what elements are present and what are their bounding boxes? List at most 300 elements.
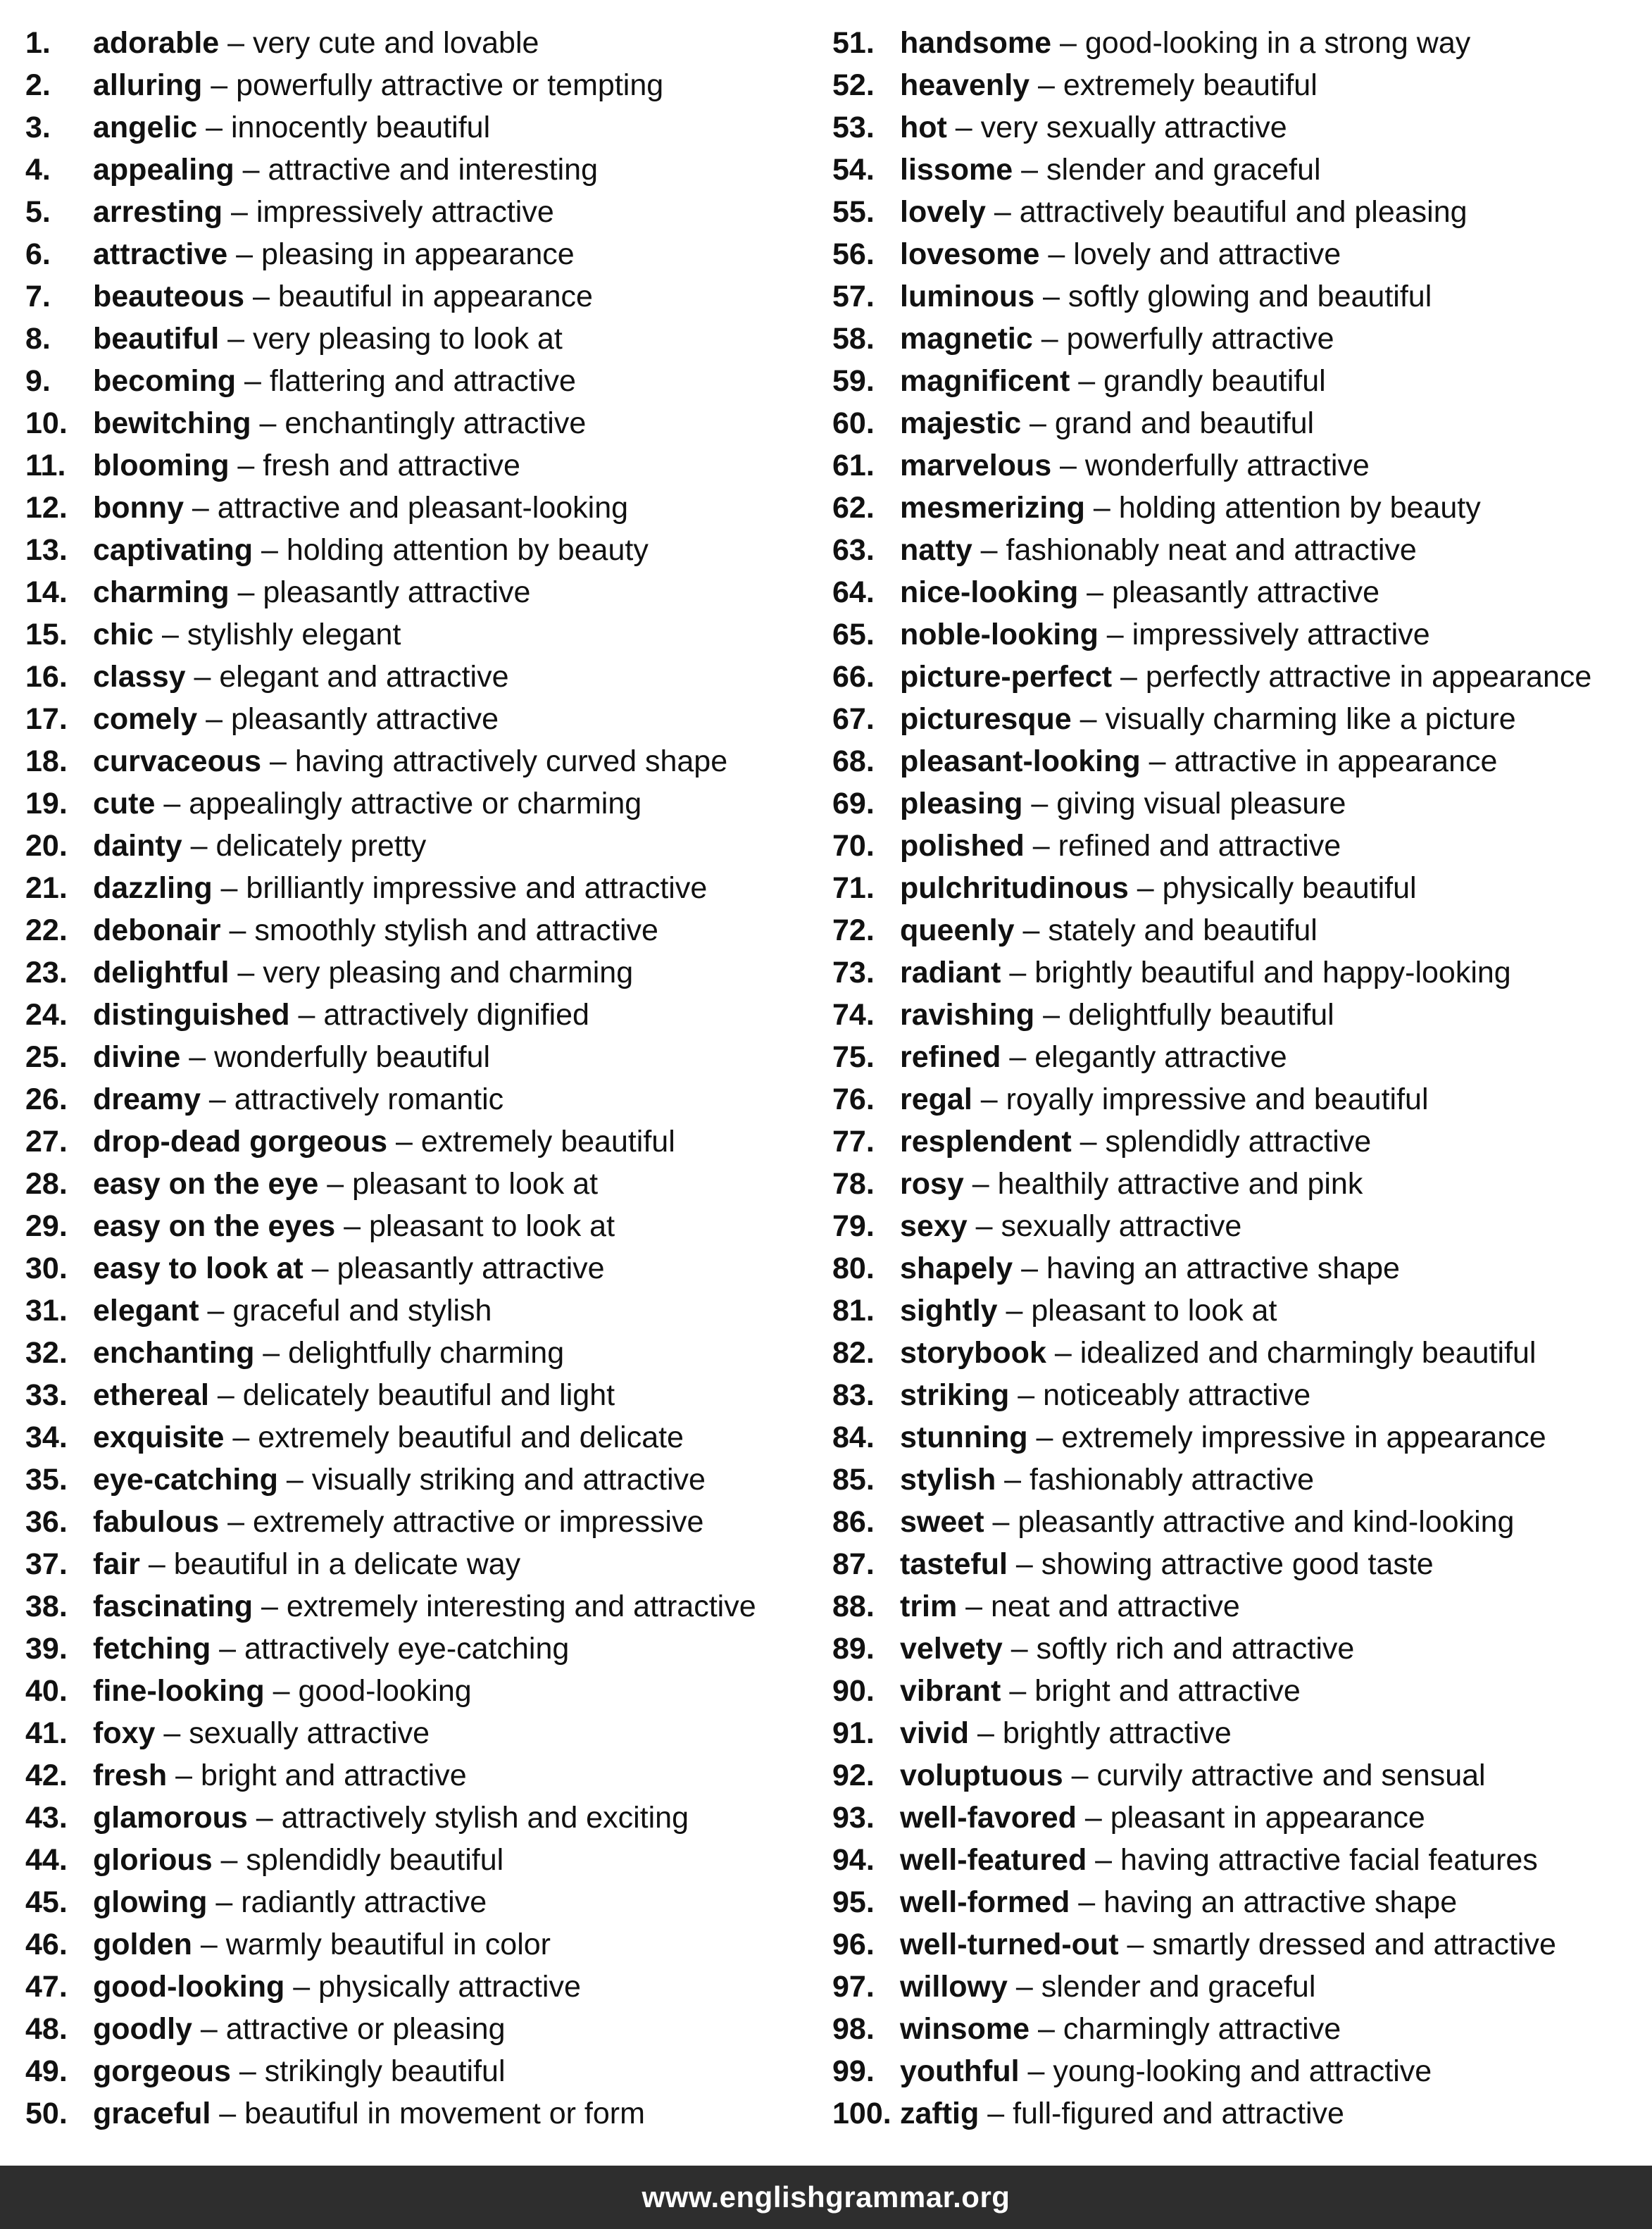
item-separator: –: [1039, 237, 1074, 271]
item-number: 74.: [832, 998, 875, 1032]
list-item: [832, 825, 1642, 867]
item-number: 39.: [25, 1632, 68, 1666]
item-definition: attractively dignified: [323, 998, 589, 1032]
item-number: 34.: [25, 1421, 68, 1454]
item-number: 60.: [832, 406, 875, 440]
item-definition: splendidly attractive: [1105, 1125, 1372, 1159]
list-item: [25, 149, 807, 191]
item-separator: –: [182, 829, 216, 863]
item-word: attractive: [93, 237, 228, 271]
item-number: 59.: [832, 364, 875, 398]
item-separator: –: [227, 237, 262, 271]
list-item: [832, 1712, 1642, 1754]
item-definition: physically attractive: [318, 1970, 581, 2004]
item-separator: –: [1046, 1336, 1080, 1370]
item-word: well-featured: [900, 1843, 1087, 1877]
item-number: 38.: [25, 1590, 68, 1623]
item-definition: warmly beautiful in color: [225, 1928, 551, 1961]
item-number: 55.: [832, 195, 875, 229]
item-number: 25.: [25, 1040, 68, 1074]
list-item: [832, 1966, 1642, 2008]
item-number: 17.: [25, 702, 68, 736]
list-item: [832, 1205, 1642, 1247]
item-definition: very cute and lovable: [253, 26, 539, 60]
item-definition: good-looking in a strong way: [1084, 26, 1471, 60]
list-item: [25, 22, 807, 64]
item-separator: –: [254, 1336, 289, 1370]
item-separator: –: [1030, 2012, 1063, 2046]
item-definition: very sexually attractive: [980, 111, 1287, 144]
item-definition: impressively attractive: [1132, 618, 1430, 651]
item-separator: –: [997, 1294, 1032, 1328]
item-word: foxy: [93, 1716, 156, 1750]
word-list-column-left: [25, 22, 807, 2135]
item-definition: delicately pretty: [215, 829, 427, 863]
item-number: 72.: [832, 913, 875, 947]
item-separator: –: [229, 449, 263, 482]
list-item: [25, 275, 807, 318]
item-separator: –: [318, 1167, 353, 1201]
item-definition: bright and attractive: [200, 1759, 467, 1792]
list-item: [832, 1754, 1642, 1797]
item-definition: powerfully attractive: [1066, 322, 1334, 356]
item-word: eye-catching: [93, 1463, 278, 1497]
list-item: [25, 1543, 807, 1585]
item-separator: –: [277, 1463, 312, 1497]
list-item: [25, 994, 807, 1036]
item-number: 52.: [832, 68, 875, 102]
item-word: velvety: [900, 1632, 1003, 1666]
item-word: angelic: [93, 111, 198, 144]
item-word: debonair: [93, 913, 221, 947]
list-item: [25, 1754, 807, 1797]
list-item: [25, 2050, 807, 2092]
item-separator: –: [1002, 1632, 1037, 1666]
item-separator: –: [200, 1082, 234, 1116]
item-definition: flattering and attractive: [269, 364, 576, 398]
item-separator: –: [1009, 1378, 1044, 1412]
item-definition: graceful and stylish: [232, 1294, 492, 1328]
item-number: 46.: [25, 1928, 68, 1961]
item-definition: lovely and attractive: [1073, 237, 1341, 271]
item-word: lovely: [900, 195, 986, 229]
item-definition: attractive or pleasing: [225, 2012, 506, 2046]
list-item: [25, 1036, 807, 1078]
item-separator: –: [1021, 406, 1055, 440]
item-separator: –: [219, 26, 254, 60]
item-definition: pleasantly attractive: [263, 575, 531, 609]
item-definition: sexually attractive: [189, 1716, 430, 1750]
item-definition: extremely impressive in appearance: [1061, 1421, 1546, 1454]
item-word: pleasing: [900, 787, 1023, 820]
list-item: [832, 444, 1642, 487]
list-item: [832, 994, 1642, 1036]
item-number: 19.: [25, 787, 68, 820]
item-word: beautiful: [93, 322, 220, 356]
item-separator: –: [253, 533, 287, 567]
list-item: [832, 740, 1642, 782]
item-definition: pleasantly attractive: [231, 702, 499, 736]
item-separator: –: [1013, 153, 1046, 187]
item-number: 26.: [25, 1082, 68, 1116]
list-item: [25, 1839, 807, 1881]
item-definition: appealingly attractive or charming: [189, 787, 642, 820]
item-number: 95.: [832, 1885, 875, 1919]
item-number: 90.: [832, 1674, 875, 1708]
item-separator: –: [212, 871, 246, 905]
item-number: 68.: [832, 744, 875, 778]
item-separator: –: [284, 1970, 319, 2004]
item-separator: –: [183, 491, 218, 525]
item-number: 67.: [832, 702, 875, 736]
list-item: [832, 1543, 1642, 1585]
item-number: 10.: [25, 406, 68, 440]
item-separator: –: [967, 1209, 1001, 1243]
item-definition: enchantingly attractive: [284, 406, 587, 440]
item-word: polished: [900, 829, 1025, 863]
item-word: exquisite: [93, 1421, 225, 1454]
item-definition: having attractively curved shape: [294, 744, 728, 778]
item-number: 31.: [25, 1294, 68, 1328]
list-item: [832, 191, 1642, 233]
item-separator: –: [192, 2012, 226, 2046]
item-separator: –: [154, 618, 187, 651]
list-item: [832, 1078, 1642, 1120]
item-word: lissome: [900, 153, 1013, 187]
item-definition: attractive and pleasant-looking: [217, 491, 629, 525]
item-word: golden: [93, 1928, 192, 1961]
item-separator: –: [1001, 1674, 1035, 1708]
item-word: bewitching: [93, 406, 251, 440]
item-separator: –: [229, 575, 263, 609]
footer-website-link[interactable]: www.englishgrammar.org: [642, 2180, 1010, 2214]
item-separator: –: [1001, 956, 1035, 989]
item-number: 44.: [25, 1843, 68, 1877]
list-item: [25, 1163, 807, 1205]
item-definition: smoothly stylish and attractive: [254, 913, 658, 947]
item-number: 56.: [832, 237, 875, 271]
item-definition: elegant and attractive: [219, 660, 509, 694]
item-number: 6.: [25, 237, 51, 271]
item-definition: attractively eye-catching: [244, 1632, 570, 1666]
item-number: 18.: [25, 744, 68, 778]
list-item: [832, 275, 1642, 318]
item-word: glamorous: [93, 1801, 248, 1835]
item-number: 89.: [832, 1632, 875, 1666]
item-separator: –: [230, 2054, 265, 2088]
item-word: divine: [93, 1040, 181, 1074]
list-item: [25, 1332, 807, 1374]
item-word: fetching: [93, 1632, 211, 1666]
item-number: 21.: [25, 871, 68, 905]
item-separator: –: [1098, 618, 1132, 651]
list-item: [832, 22, 1642, 64]
item-word: goodly: [93, 2012, 192, 2046]
list-item: [25, 656, 807, 698]
list-item: [25, 867, 807, 909]
item-number: 48.: [25, 2012, 68, 2046]
item-definition: fashionably attractive: [1030, 1463, 1314, 1497]
item-separator: –: [1001, 1040, 1035, 1074]
item-word: graceful: [93, 2097, 211, 2130]
item-word: well-favored: [900, 1801, 1077, 1835]
list-item: [25, 1459, 807, 1501]
item-word: dreamy: [93, 1082, 201, 1116]
item-number: 70.: [832, 829, 875, 863]
list-item: [832, 1459, 1642, 1501]
item-word: chic: [93, 618, 154, 651]
item-definition: refined and attractive: [1058, 829, 1341, 863]
item-definition: neat and attractive: [991, 1590, 1240, 1623]
item-definition: grand and beautiful: [1054, 406, 1315, 440]
item-number: 98.: [832, 2012, 875, 2046]
item-number: 81.: [832, 1294, 875, 1328]
item-separator: –: [303, 1251, 337, 1285]
item-definition: innocently beautiful: [230, 111, 491, 144]
list-item: [25, 191, 807, 233]
list-item: [832, 402, 1642, 444]
list-item: [832, 613, 1642, 656]
item-word: comely: [93, 702, 198, 736]
item-definition: giving visual pleasure: [1056, 787, 1346, 820]
item-word: sightly: [900, 1294, 998, 1328]
item-definition: stylishly elegant: [187, 618, 401, 651]
item-separator: –: [139, 1547, 174, 1581]
item-definition: extremely beautiful and delicate: [258, 1421, 684, 1454]
item-separator: –: [167, 1759, 201, 1792]
item-definition: charmingly attractive: [1063, 2012, 1341, 2046]
item-separator: –: [1070, 1885, 1104, 1919]
item-separator: –: [963, 1167, 998, 1201]
item-separator: –: [1078, 575, 1113, 609]
list-item: [25, 529, 807, 571]
list-item: [832, 1416, 1642, 1459]
item-word: blooming: [93, 449, 230, 482]
list-item: [25, 1416, 807, 1459]
list-item: [25, 1670, 807, 1712]
item-number: 65.: [832, 618, 875, 651]
list-item: [832, 1501, 1642, 1543]
item-word: easy to look at: [93, 1251, 304, 1285]
list-item: [25, 740, 807, 782]
item-definition: powerfully attractive or tempting: [236, 68, 664, 102]
list-item: [25, 1501, 807, 1543]
item-number: 100.: [832, 2097, 891, 2130]
list-item: [832, 233, 1642, 275]
item-separator: –: [1024, 829, 1058, 863]
item-separator: –: [1034, 998, 1068, 1032]
item-number: 1.: [25, 26, 51, 60]
item-word: well-turned-out: [900, 1928, 1119, 1961]
item-word: zaftig: [900, 2097, 980, 2130]
list-item: [25, 571, 807, 613]
item-definition: brilliantly impressive and attractive: [246, 871, 708, 905]
list-item: [25, 1247, 807, 1290]
item-word: queenly: [900, 913, 1015, 947]
item-definition: extremely interesting and attractive: [286, 1590, 756, 1623]
item-number: 83.: [832, 1378, 875, 1412]
item-separator: –: [244, 280, 278, 313]
item-number: 73.: [832, 956, 875, 989]
item-number: 87.: [832, 1547, 875, 1581]
list-item: [25, 233, 807, 275]
list-item: [25, 2092, 807, 2135]
item-number: 99.: [832, 2054, 875, 2088]
item-word: magnetic: [900, 322, 1033, 356]
item-word: willowy: [900, 1970, 1008, 2004]
item-separator: –: [185, 660, 220, 694]
item-separator: –: [969, 1716, 1003, 1750]
item-separator: –: [1118, 1928, 1153, 1961]
item-separator: –: [985, 195, 1020, 229]
item-word: bonny: [93, 491, 184, 525]
list-item: [25, 1797, 807, 1839]
item-number: 28.: [25, 1167, 68, 1201]
item-word: regal: [900, 1082, 972, 1116]
list-item: [832, 318, 1642, 360]
item-word: fine-looking: [93, 1674, 265, 1708]
item-separator: –: [192, 1928, 226, 1961]
item-definition: very pleasing to look at: [252, 322, 563, 356]
item-number: 54.: [832, 153, 875, 187]
item-word: handsome: [900, 26, 1052, 60]
list-item: [832, 529, 1642, 571]
item-definition: showing attractive good taste: [1041, 1547, 1434, 1581]
item-definition: smartly dressed and attractive: [1152, 1928, 1556, 1961]
item-number: 58.: [832, 322, 875, 356]
item-definition: attractively stylish and exciting: [281, 1801, 689, 1835]
item-number: 43.: [25, 1801, 68, 1835]
item-definition: sexually attractive: [1001, 1209, 1242, 1243]
item-number: 32.: [25, 1336, 68, 1370]
list-item: [832, 64, 1642, 106]
list-item: [832, 656, 1642, 698]
item-word: gorgeous: [93, 2054, 231, 2088]
item-definition: attractive and interesting: [268, 153, 599, 187]
list-item: [832, 106, 1642, 149]
list-item: [832, 571, 1642, 613]
item-definition: healthily attractive and pink: [997, 1167, 1363, 1201]
item-separator: –: [1027, 1421, 1062, 1454]
item-number: 23.: [25, 956, 68, 989]
item-word: well-formed: [900, 1885, 1070, 1919]
item-definition: royally impressive and beautiful: [1006, 1082, 1429, 1116]
list-item: [832, 1247, 1642, 1290]
item-separator: –: [1051, 449, 1085, 482]
list-item: [832, 1374, 1642, 1416]
item-definition: softly glowing and beautiful: [1068, 280, 1432, 313]
item-separator: –: [220, 913, 255, 947]
item-word: storybook: [900, 1336, 1046, 1370]
item-number: 62.: [832, 491, 875, 525]
item-word: elegant: [93, 1294, 199, 1328]
item-separator: –: [1034, 280, 1068, 313]
item-word: pulchritudinous: [900, 871, 1129, 905]
item-word: delightful: [93, 956, 230, 989]
item-definition: extremely beautiful: [420, 1125, 675, 1159]
item-separator: –: [229, 956, 263, 989]
item-separator: –: [1019, 2054, 1053, 2088]
item-separator: –: [972, 533, 1006, 567]
item-separator: –: [180, 1040, 215, 1074]
list-item: [25, 444, 807, 487]
item-word: voluptuous: [900, 1759, 1063, 1792]
item-separator: –: [253, 1590, 287, 1623]
item-definition: attractive in appearance: [1174, 744, 1498, 778]
item-number: 84.: [832, 1421, 875, 1454]
item-number: 69.: [832, 787, 875, 820]
item-word: nice-looking: [900, 575, 1079, 609]
item-definition: idealized and charmingly beautiful: [1080, 1336, 1537, 1370]
item-definition: visually striking and attractive: [311, 1463, 706, 1497]
list-item: [25, 64, 807, 106]
list-item: [25, 1923, 807, 1966]
item-definition: curvily attractive and sensual: [1096, 1759, 1486, 1792]
list-item: [25, 1120, 807, 1163]
item-number: 12.: [25, 491, 68, 525]
item-definition: splendidly beautiful: [246, 1843, 504, 1877]
item-separator: –: [261, 744, 295, 778]
item-definition: elegantly attractive: [1034, 1040, 1287, 1074]
item-separator: –: [1022, 787, 1057, 820]
item-number: 42.: [25, 1759, 68, 1792]
item-separator: –: [211, 1632, 245, 1666]
item-definition: pleasant to look at: [369, 1209, 615, 1243]
item-word: stylish: [900, 1463, 996, 1497]
list-item: [25, 1078, 807, 1120]
list-item: [832, 867, 1642, 909]
item-number: 85.: [832, 1463, 875, 1497]
list-item: [832, 487, 1642, 529]
item-definition: pleasant in appearance: [1110, 1801, 1425, 1835]
item-number: 80.: [832, 1251, 875, 1285]
item-definition: extremely attractive or impressive: [252, 1505, 704, 1539]
item-number: 49.: [25, 2054, 68, 2088]
item-word: noble-looking: [900, 618, 1099, 651]
item-number: 93.: [832, 1801, 875, 1835]
item-separator: –: [264, 1674, 299, 1708]
item-definition: stately and beautiful: [1048, 913, 1318, 947]
item-definition: pleasant to look at: [352, 1167, 599, 1201]
item-separator: –: [197, 702, 232, 736]
item-number: 51.: [832, 26, 875, 60]
list-item: [25, 1628, 807, 1670]
item-number: 97.: [832, 1970, 875, 2004]
item-number: 57.: [832, 280, 875, 313]
list-item: [832, 2092, 1642, 2135]
item-number: 79.: [832, 1209, 875, 1243]
item-number: 75.: [832, 1040, 875, 1074]
item-definition: fresh and attractive: [263, 449, 520, 482]
item-definition: brightly beautiful and happy-looking: [1034, 956, 1511, 989]
item-definition: delightfully beautiful: [1068, 998, 1334, 1032]
list-item: [832, 1839, 1642, 1881]
item-definition: holding attention by beauty: [1118, 491, 1481, 525]
item-number: 30.: [25, 1251, 68, 1285]
item-number: 2.: [25, 68, 51, 102]
item-word: marvelous: [900, 449, 1052, 482]
item-definition: pleasantly attractive and kind-looking: [1018, 1505, 1515, 1539]
item-word: fair: [93, 1547, 140, 1581]
list-item: [25, 1290, 807, 1332]
item-separator: –: [219, 322, 253, 356]
list-item: [832, 1163, 1642, 1205]
item-separator: –: [223, 195, 256, 229]
item-word: charming: [93, 575, 230, 609]
item-definition: good-looking: [298, 1674, 472, 1708]
list-item: [25, 1712, 807, 1754]
item-definition: grandly beautiful: [1103, 364, 1326, 398]
